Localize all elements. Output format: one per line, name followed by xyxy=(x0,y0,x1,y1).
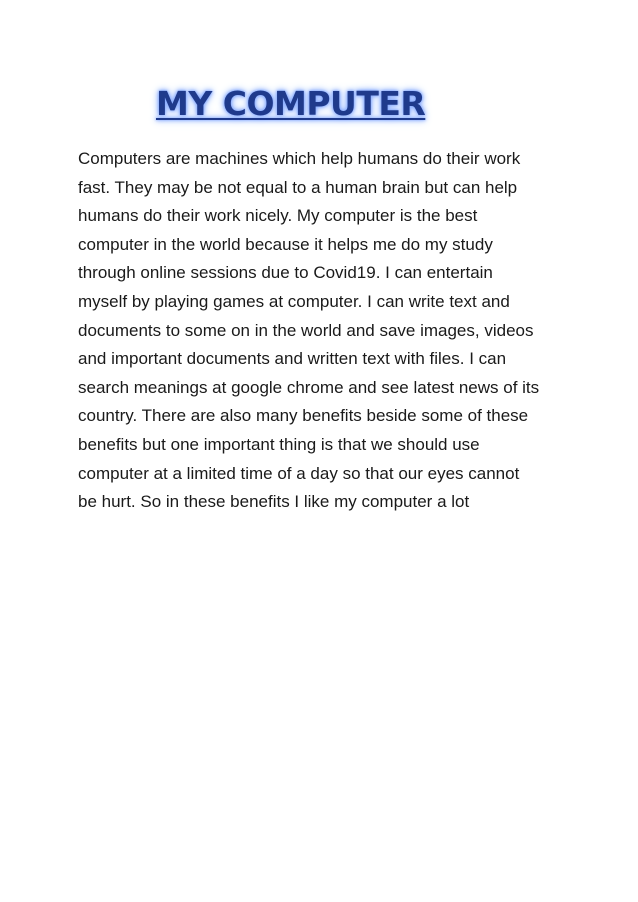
essay-paragraph xyxy=(78,145,578,517)
paragraph-line: search meanings at google chrome and see latest news of its xyxy=(78,377,540,397)
paragraph-line: be hurt. So in these benefits I like my computer a lot xyxy=(78,492,470,512)
paragraph-line: humans do their work nicely. My computer is the best xyxy=(78,206,478,226)
paragraph-line: benefits but one important thing is that we should use xyxy=(78,434,480,454)
paragraph-line: fast. They may be not equal to a human brain but can help xyxy=(78,177,518,197)
paragraph-line: through online sessions due to Covid19. I can entertain xyxy=(78,263,493,283)
paragraph-line: country. There are also many benefits beside some of these xyxy=(78,406,529,426)
paragraph-line: computer at a limited time of a day so that our eyes cannot xyxy=(78,463,520,483)
paragraph-line: and important documents and written text with files. I can xyxy=(78,349,507,369)
paragraph-line: myself by playing games at computer. I can write text and xyxy=(78,291,510,311)
paragraph-line: Computers are machines which help humans do their work xyxy=(78,149,521,168)
paragraph-line: documents to some on in the world and save images, videos xyxy=(78,320,534,340)
paragraph-line: computer in the world because it helps me do my study xyxy=(78,234,493,254)
page-title: MY COMPUTER xyxy=(156,84,426,123)
